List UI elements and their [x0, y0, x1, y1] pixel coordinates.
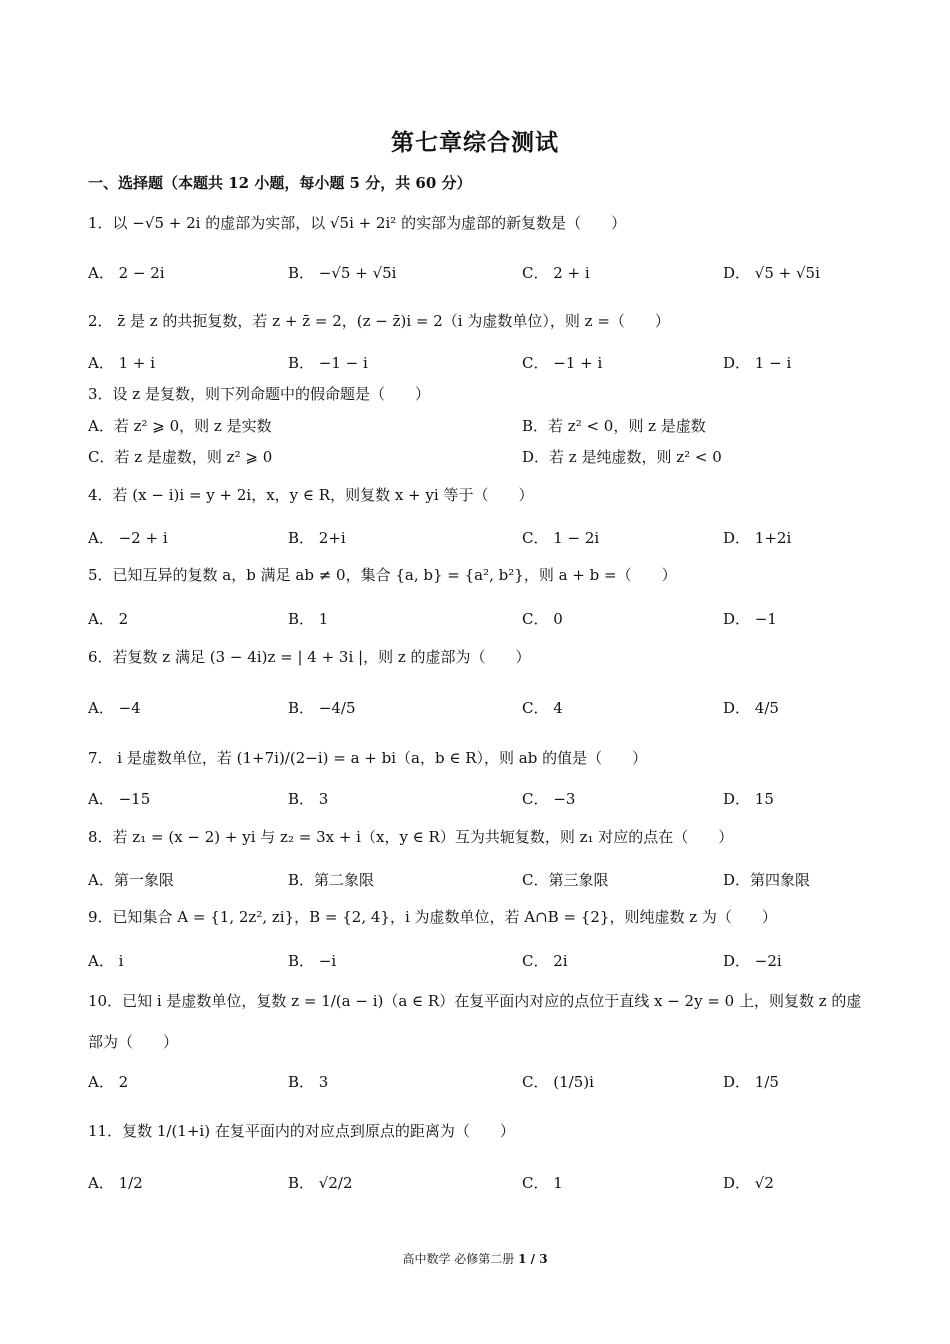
- question-9-option-d: D． −2i: [723, 952, 782, 970]
- question-9-option-b: B． −i: [288, 952, 337, 970]
- question-10-option-c: C． (1/5)i: [522, 1073, 594, 1091]
- question-6-option-a: A． −4: [88, 699, 141, 717]
- question-3-option-c: C．若 z 是虚数，则 z² ⩾ 0: [88, 448, 273, 466]
- question-5-option-c: C． 0: [522, 610, 563, 628]
- question-4-option-a: A． −2 + i: [88, 529, 168, 547]
- question-11-option-c: C． 1: [522, 1174, 563, 1192]
- question-7-option-d: D． 15: [723, 790, 774, 808]
- question-4-stem: 4．若 (x − i)i = y + 2i，x，y ∈ R，则复数 x + yi 等于（ ）: [88, 486, 534, 504]
- question-11-stem: 11．复数 1/(1+i) 在复平面内的对应点到原点的距离为（ ）: [88, 1122, 515, 1140]
- page-title: 第七章综合测试: [391, 129, 559, 156]
- page-number: 1 / 3: [518, 1252, 548, 1266]
- question-11-option-a: A． 1/2: [88, 1174, 143, 1192]
- question-7-option-a: A． −15: [88, 790, 151, 808]
- question-8-option-b: B．第二象限: [288, 871, 375, 889]
- question-3-option-d: D．若 z 是纯虚数，则 z² < 0: [522, 448, 722, 466]
- question-6-stem: 6．若复数 z 满足 (3 − 4i)z = | 4 + 3i |，则 z 的虚部为（ ）: [88, 648, 531, 666]
- question-8-option-c: C．第三象限: [522, 871, 609, 889]
- question-4-option-d: D． 1+2i: [723, 529, 792, 547]
- question-1-stem: 1．以 −√5 + 2i 的虚部为实部，以 √5i + 2i² 的实部为虚部的新复数是（ ）: [88, 214, 627, 232]
- question-4-option-c: C． 1 − 2i: [522, 529, 600, 547]
- question-5-stem: 5．已知互异的复数 a，b 满足 ab ≠ 0，集合 {a, b} = {a², b²}，则 a + b =（ ）: [88, 566, 677, 584]
- question-2-option-a: A． 1 + i: [88, 354, 156, 372]
- question-5-option-b: B． 1: [288, 610, 329, 628]
- question-9-option-a: A． i: [88, 952, 124, 970]
- question-9-stem: 9．已知集合 A = {1, 2z², zi}，B = {2, 4}，i 为虚数单位，若 A∩B = {2}，则纯虚数 z 为（ ）: [88, 908, 777, 926]
- question-8-stem: 8．若 z₁ = (x − 2) + yi 与 z₂ = 3x + i（x，y ∈ R）互为共轭复数，则 z₁ 对应的点在（ ）: [88, 828, 734, 846]
- question-10-option-d: D． 1/5: [723, 1073, 779, 1091]
- question-7-stem: 7． i 是虚数单位，若 (1+7i)/(2−i) = a + bi（a，b ∈ R），则 ab 的值是（ ）: [88, 749, 648, 767]
- question-3-option-a: A．若 z² ⩾ 0，则 z 是实数: [88, 417, 272, 435]
- question-2-option-c: C． −1 + i: [522, 354, 603, 372]
- question-11-option-b: B． √2/2: [288, 1174, 353, 1192]
- question-2-option-d: D． 1 − i: [723, 354, 792, 372]
- question-11-option-d: D． √2: [723, 1174, 774, 1192]
- question-3-stem: 3．设 z 是复数，则下列命题中的假命题是（ ）: [88, 385, 430, 403]
- question-6-option-c: C． 4: [522, 699, 563, 717]
- question-9-option-c: C． 2i: [522, 952, 568, 970]
- question-6-option-d: D． 4/5: [723, 699, 779, 717]
- question-1-option-a: A． 2 − 2i: [88, 264, 165, 282]
- question-8-option-d: D．第四象限: [723, 871, 811, 889]
- question-7-option-b: B． 3: [288, 790, 329, 808]
- question-5-option-d: D． −1: [723, 610, 777, 628]
- question-10-option-a: A． 2: [88, 1073, 129, 1091]
- question-5-option-a: A． 2: [88, 610, 129, 628]
- section-heading: 一、选择题（本题共 12 小题，每小题 5 分，共 60 分）: [88, 174, 472, 192]
- question-6-option-b: B． −4/5: [288, 699, 356, 717]
- question-3-option-b: B．若 z² < 0，则 z 是虚数: [522, 417, 706, 435]
- question-1-option-d: D． √5 + √5i: [723, 264, 820, 282]
- question-1-option-b: B． −√5 + √5i: [288, 264, 397, 282]
- question-8-option-a: A．第一象限: [88, 871, 174, 889]
- question-2-option-b: B． −1 − i: [288, 354, 368, 372]
- question-10-stem: 10．已知 i 是虚数单位，复数 z = 1/(a − i)（a ∈ R）在复平面内对应的点位于直线 x − 2y = 0 上，则复数 z 的虚: [88, 992, 862, 1010]
- question-10-stem-continued: 部为（ ）: [88, 1033, 179, 1051]
- question-7-option-c: C． −3: [522, 790, 576, 808]
- page-footer: [0, 1250, 950, 1267]
- question-10-option-b: B． 3: [288, 1073, 329, 1091]
- question-1-option-c: C． 2 + i: [522, 264, 590, 282]
- question-2-stem: 2． z̄ 是 z 的共扼复数，若 z + z̄ = 2，(z − z̄)i = 2（i 为虚数单位），则 z =（ ）: [88, 312, 670, 330]
- question-4-option-b: B． 2+i: [288, 529, 346, 547]
- footer-subject: 高中数学 必修第二册: [402, 1252, 515, 1266]
